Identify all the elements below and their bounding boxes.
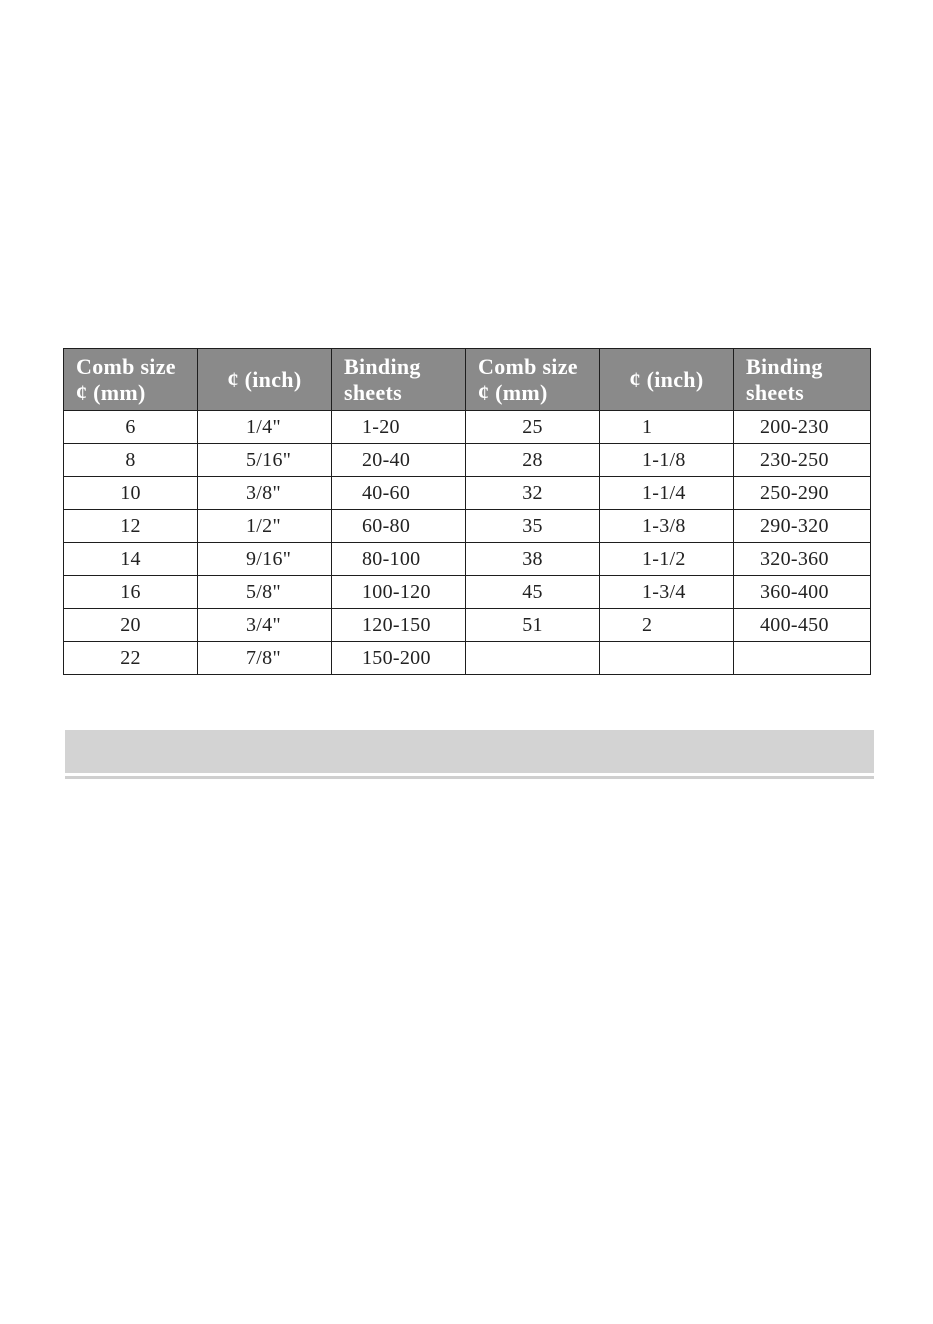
cell-comb-mm: 14	[64, 543, 198, 576]
cell-sheets: 400-450	[734, 609, 871, 642]
cell-comb-mm: 25	[466, 411, 600, 444]
cell-comb-inch: 5/16"	[198, 444, 332, 477]
cell-comb-inch: 1-1/4	[600, 477, 734, 510]
cell-sheets: 150-200	[332, 642, 466, 675]
cell-comb-mm: 22	[64, 642, 198, 675]
cell-comb-inch: 1-1/8	[600, 444, 734, 477]
cell-comb-inch: 1-3/4	[600, 576, 734, 609]
cell-comb-mm: 38	[466, 543, 600, 576]
header-diameter-inch-2: ¢ (inch)	[600, 349, 734, 411]
section-header-band	[65, 730, 874, 773]
table-row	[64, 642, 871, 675]
cell-comb-mm: 51	[466, 609, 600, 642]
divider	[65, 776, 874, 779]
table-row	[64, 576, 871, 609]
cell-sheets: 20-40	[332, 444, 466, 477]
cell-comb-mm: 45	[466, 576, 600, 609]
cell-comb-mm: 12	[64, 510, 198, 543]
table-row	[64, 543, 871, 576]
table-header-row	[64, 349, 871, 411]
header-binding-sheets: Binding sheets	[332, 349, 466, 411]
table-row	[64, 609, 871, 642]
cell-sheets: 60-80	[332, 510, 466, 543]
cell-empty	[600, 642, 734, 675]
header-comb-size-mm: Comb size ¢ (mm)	[64, 349, 198, 411]
cell-comb-inch: 3/4"	[198, 609, 332, 642]
cell-comb-inch: 1/2"	[198, 510, 332, 543]
cell-empty	[466, 642, 600, 675]
table-row	[64, 444, 871, 477]
cell-comb-mm: 28	[466, 444, 600, 477]
cell-comb-mm: 35	[466, 510, 600, 543]
cell-comb-mm: 6	[64, 411, 198, 444]
header-comb-size-mm-2: Comb size ¢ (mm)	[466, 349, 600, 411]
cell-sheets: 1-20	[332, 411, 466, 444]
cell-comb-inch: 9/16"	[198, 543, 332, 576]
cell-comb-inch: 1-1/2	[600, 543, 734, 576]
comb-size-table	[63, 348, 871, 675]
cell-comb-mm: 16	[64, 576, 198, 609]
cell-sheets: 290-320	[734, 510, 871, 543]
cell-sheets: 200-230	[734, 411, 871, 444]
cell-comb-inch: 5/8"	[198, 576, 332, 609]
cell-comb-inch: 2	[600, 609, 734, 642]
table-row	[64, 477, 871, 510]
cell-comb-inch: 1/4"	[198, 411, 332, 444]
cell-sheets: 40-60	[332, 477, 466, 510]
cell-sheets: 230-250	[734, 444, 871, 477]
cell-sheets: 120-150	[332, 609, 466, 642]
cell-sheets: 100-120	[332, 576, 466, 609]
cell-sheets: 320-360	[734, 543, 871, 576]
table-row	[64, 411, 871, 444]
cell-comb-mm: 10	[64, 477, 198, 510]
header-diameter-inch: ¢ (inch)	[198, 349, 332, 411]
cell-sheets: 250-290	[734, 477, 871, 510]
cell-comb-mm: 32	[466, 477, 600, 510]
cell-comb-inch: 3/8"	[198, 477, 332, 510]
header-binding-sheets-2: Binding sheets	[734, 349, 871, 411]
cell-comb-mm: 8	[64, 444, 198, 477]
cell-sheets: 80-100	[332, 543, 466, 576]
cell-comb-mm: 20	[64, 609, 198, 642]
cell-comb-inch: 1-3/8	[600, 510, 734, 543]
cell-empty	[734, 642, 871, 675]
cell-comb-inch: 1	[600, 411, 734, 444]
table-row	[64, 510, 871, 543]
cell-comb-inch: 7/8"	[198, 642, 332, 675]
cell-sheets: 360-400	[734, 576, 871, 609]
